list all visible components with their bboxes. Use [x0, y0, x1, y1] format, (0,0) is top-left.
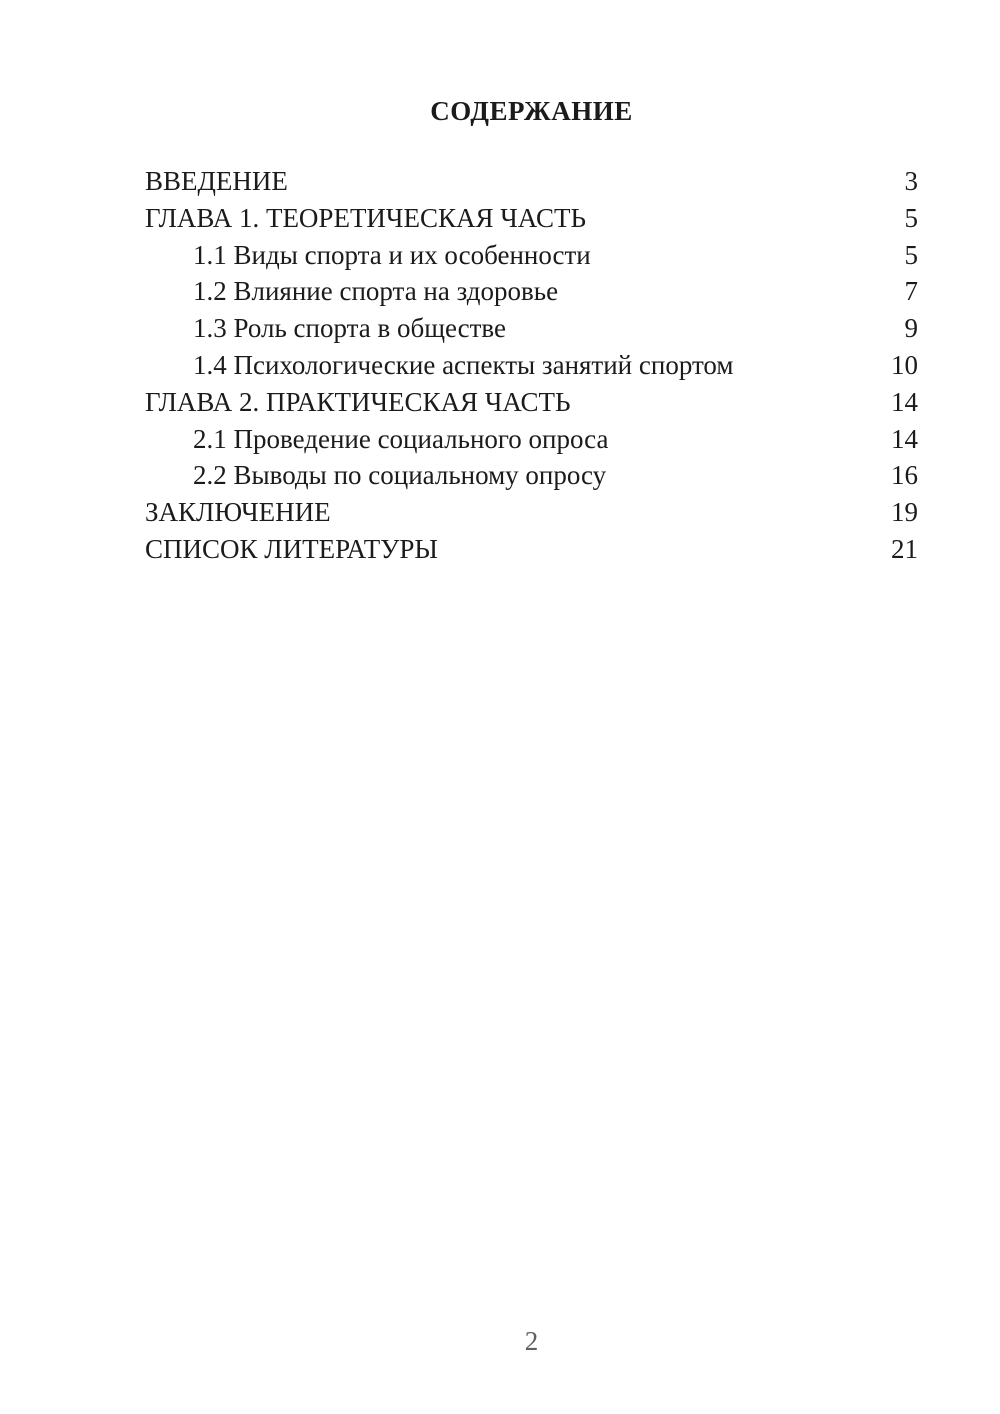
toc-entry [145, 421, 918, 458]
toc-entry [145, 347, 918, 384]
toc-entry [145, 273, 918, 310]
toc-entry [145, 531, 918, 568]
toc-entry [145, 384, 918, 421]
toc-entry-label: 2.2 Выводы по социальному опросу [193, 460, 607, 491]
table-of-contents [145, 163, 918, 568]
toc-entry-label: 1.4 Психологические аспекты занятий спортом [193, 349, 734, 380]
toc-entry-label: ЗАКЛЮЧЕНИЕ [145, 497, 331, 528]
toc-entry-page: 5 [904, 202, 918, 233]
toc-entry [145, 237, 918, 274]
toc-entry-label: 1.2 Влияние спорта на здоровье [193, 276, 559, 307]
toc-entry-label: ГЛАВА 1. ТЕОРЕТИЧЕСКАЯ ЧАСТЬ [145, 202, 586, 233]
toc-entry-label: 2.1 Проведение социального опроса [193, 423, 609, 454]
toc-entry-page: 19 [891, 497, 918, 528]
toc-entry-page: 14 [891, 386, 918, 417]
toc-entry-page: 16 [891, 460, 918, 491]
toc-entry [145, 457, 918, 494]
toc-entry-page: 3 [904, 166, 918, 196]
toc-entry-page: 7 [904, 276, 918, 307]
toc-entry-label: СПИСОК ЛИТЕРАТУРЫ [145, 533, 438, 564]
footer-page-number: 2 [524, 1326, 539, 1356]
toc-entry [145, 494, 918, 531]
page-title: СОДЕРЖАНИЕ [430, 96, 633, 126]
toc-entry-label: ВВЕДЕНИЕ [145, 166, 288, 196]
toc-entry [145, 163, 918, 200]
toc-entry [145, 200, 918, 237]
toc-entry-page: 10 [891, 349, 918, 380]
toc-entry-page: 14 [891, 423, 918, 454]
toc-entry [145, 310, 918, 347]
toc-entry-label: ГЛАВА 2. ПРАКТИЧЕСКАЯ ЧАСТЬ [145, 386, 571, 417]
toc-entry-page: 5 [904, 239, 918, 270]
toc-entry-page: 9 [904, 313, 918, 344]
toc-entry-label: 1.3 Роль спорта в обществе [193, 313, 507, 344]
toc-entry-page: 21 [891, 533, 918, 564]
toc-entry-label: 1.1 Виды спорта и их особенности [193, 239, 591, 270]
